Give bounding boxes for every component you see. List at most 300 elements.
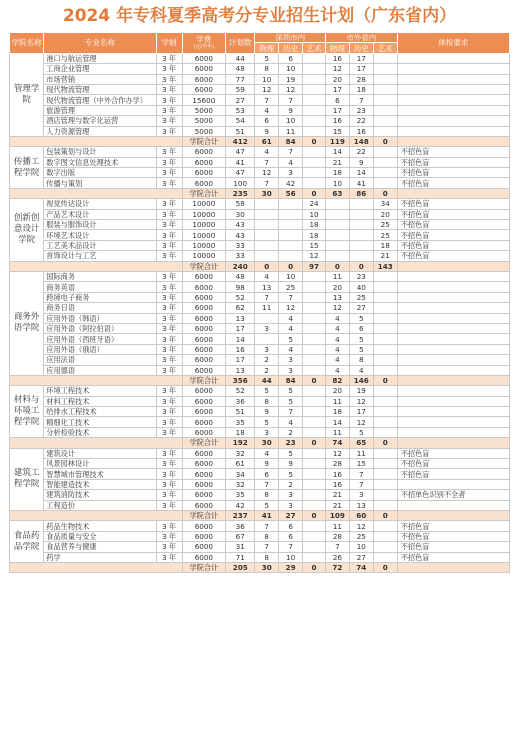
out-history: 12 [349,396,373,406]
header-years: 学制 [156,33,182,54]
subtotal-sz-physics: 41 [255,510,279,520]
sz-art [303,116,326,126]
header-shenzhen: 深圳市内 [255,33,326,43]
out-physics: 18 [325,407,349,417]
subtotal-medical [397,261,509,271]
sz-physics: 9 [255,126,279,136]
fee: 6000 [182,396,226,406]
subtotal-spacer [10,375,183,385]
fee: 6000 [182,334,226,344]
out-art [373,64,397,74]
table-row [10,386,510,396]
subtotal-out-art: 0 [373,438,397,448]
sz-physics: 4 [255,448,279,458]
sz-art: 10 [303,209,326,219]
subtotal-spacer [10,188,183,198]
sz-art [303,417,326,427]
fee: 6000 [182,157,226,167]
years: 3 年 [156,95,182,105]
out-history: 7 [349,95,373,105]
fee: 6000 [182,84,226,94]
subtotal-sz-art: 0 [303,562,326,572]
college-name: 管理学院 [10,53,44,136]
out-physics: 11 [325,427,349,437]
subtotal-sz-history: 56 [279,188,303,198]
fee: 10000 [182,199,226,209]
medical-requirement [397,386,509,396]
major-name: 应用外语（韩语） [44,313,156,323]
major-name: 工商企业管理 [44,64,156,74]
plan-total: 52 [226,386,255,396]
major-name: 应用外语（阿拉伯语） [44,323,156,333]
plan-total: 43 [226,220,255,230]
header-fee-label: 学费 [196,35,212,45]
medical-requirement: 不招色盲 [397,230,509,240]
plan-total: 54 [226,116,255,126]
sz-physics: 7 [255,95,279,105]
header-medical: 体检要求 [397,33,509,54]
subtotal-out-art: 0 [373,375,397,385]
sz-art: 18 [303,220,326,230]
table-row [10,53,510,63]
out-physics: 18 [325,168,349,178]
years: 3 年 [156,365,182,375]
sz-history [279,220,303,230]
major-name: 数字图文信息处理技术 [44,157,156,167]
subtotal-row [10,375,510,385]
years: 3 年 [156,469,182,479]
subtotal-row [10,562,510,572]
major-name: 精细化工技术 [44,417,156,427]
header-plan: 计划数 [226,33,255,54]
table-row [10,168,510,178]
subtotal-plan: 240 [226,261,255,271]
out-history: 27 [349,552,373,562]
sz-physics [255,251,279,261]
out-history: 12 [349,521,373,531]
subtotal-medical [397,562,509,572]
out-physics: 4 [325,355,349,365]
out-art: 25 [373,220,397,230]
years: 3 年 [156,126,182,136]
out-physics [325,240,349,250]
fee: 6000 [182,521,226,531]
fee: 6000 [182,469,226,479]
sz-physics: 3 [255,344,279,354]
fee: 6000 [182,542,226,552]
sz-history: 7 [279,147,303,157]
plan-total: 53 [226,105,255,115]
plan-total: 16 [226,344,255,354]
years: 3 年 [156,240,182,250]
subtotal-sz-history: 84 [279,375,303,385]
out-physics: 28 [325,459,349,469]
out-art [373,386,397,396]
out-physics: 12 [325,448,349,458]
table-row [10,271,510,281]
sz-art [303,500,326,510]
sz-art [303,147,326,157]
sz-art [303,157,326,167]
plan-total: 48 [226,271,255,281]
years: 3 年 [156,531,182,541]
table-row [10,427,510,437]
page-title: 2024 年专科夏季高考分专业招生计划（广东省内） [62,6,457,26]
out-history: 15 [349,459,373,469]
out-art [373,95,397,105]
table-row [10,365,510,375]
sz-art [303,448,326,458]
medical-requirement: 不招色盲 [397,521,509,531]
fee: 6000 [182,427,226,437]
sz-physics: 11 [255,303,279,313]
subtotal-out-art: 0 [373,562,397,572]
fee: 6000 [182,417,226,427]
fee: 5000 [182,116,226,126]
fee: 6000 [182,407,226,417]
fee: 6000 [182,64,226,74]
sz-art: 24 [303,199,326,209]
sz-history: 5 [279,396,303,406]
medical-requirement [397,396,509,406]
header-fee-unit: (元/学年) [193,44,215,51]
out-physics: 6 [325,95,349,105]
sz-art [303,344,326,354]
medical-requirement [397,282,509,292]
table-row [10,220,510,230]
years: 3 年 [156,147,182,157]
out-art [373,459,397,469]
major-name: 产品艺术设计 [44,209,156,219]
sz-history: 19 [279,74,303,84]
years: 3 年 [156,116,182,126]
sz-physics: 10 [255,74,279,84]
plan-total: 51 [226,407,255,417]
sz-art: 12 [303,251,326,261]
major-name: 应用外语（西班牙语） [44,334,156,344]
table-row [10,95,510,105]
out-art [373,542,397,552]
years: 3 年 [156,542,182,552]
major-name: 现代物流管理 [44,84,156,94]
fee: 6000 [182,365,226,375]
out-physics: 26 [325,552,349,562]
out-art: 18 [373,240,397,250]
major-name: 国际商务 [44,271,156,281]
subtotal-sz-physics: 30 [255,438,279,448]
plan-total: 48 [226,64,255,74]
out-art [373,147,397,157]
sz-art [303,168,326,178]
enrollment-plan-table [9,32,510,573]
out-art [373,126,397,136]
out-art [373,417,397,427]
subtotal-row [10,438,510,448]
years: 3 年 [156,334,182,344]
fee: 6000 [182,479,226,489]
fee: 6000 [182,500,226,510]
medical-requirement [397,365,509,375]
sz-physics: 7 [255,292,279,302]
sz-history: 12 [279,303,303,313]
sz-history: 5 [279,334,303,344]
major-name: 建筑设计 [44,448,156,458]
years: 3 年 [156,448,182,458]
years: 3 年 [156,251,182,261]
years: 3 年 [156,386,182,396]
out-physics [325,230,349,240]
plan-total: 27 [226,95,255,105]
header-fee [182,33,226,54]
table-row [10,84,510,94]
subtotal-medical [397,438,509,448]
sz-physics: 5 [255,53,279,63]
table-row [10,355,510,365]
sz-history: 3 [279,490,303,500]
sz-art [303,95,326,105]
out-history: 28 [349,74,373,84]
years: 3 年 [156,427,182,437]
plan-total: 33 [226,251,255,261]
subtotal-out-history: 146 [349,375,373,385]
plan-total: 30 [226,209,255,219]
table-row [10,74,510,84]
out-physics: 17 [325,105,349,115]
table-row [10,240,510,250]
sz-history: 3 [279,500,303,510]
medical-requirement: 不招色盲 [397,199,509,209]
years: 3 年 [156,552,182,562]
plan-total: 36 [226,521,255,531]
sz-history [279,209,303,219]
sz-physics: 6 [255,469,279,479]
subtotal-spacer [10,438,183,448]
sz-art [303,334,326,344]
table-row [10,417,510,427]
out-art [373,427,397,437]
fee: 6000 [182,448,226,458]
subtotal-sz-art: 0 [303,188,326,198]
subtotal-plan: 235 [226,188,255,198]
sz-physics: 5 [255,417,279,427]
out-history: 12 [349,417,373,427]
header-out-history: 历史 [349,43,373,53]
major-name: 环境工程技术 [44,386,156,396]
medical-requirement: 不招色盲 [397,178,509,188]
major-name: 应用外语（俄语） [44,344,156,354]
subtotal-label: 学院合计 [182,136,226,146]
sz-history: 10 [279,552,303,562]
major-name: 分析检验技术 [44,427,156,437]
years: 3 年 [156,178,182,188]
table-row [10,303,510,313]
sz-history [279,251,303,261]
out-physics: 14 [325,417,349,427]
sz-history: 4 [279,157,303,167]
medical-requirement [397,355,509,365]
table-row [10,479,510,489]
years: 3 年 [156,168,182,178]
major-name: 食品质量与安全 [44,531,156,541]
out-physics: 20 [325,386,349,396]
major-name: 药品生物技术 [44,521,156,531]
fee: 6000 [182,292,226,302]
sz-art [303,64,326,74]
table-row [10,230,510,240]
subtotal-spacer [10,136,183,146]
plan-total: 100 [226,178,255,188]
medical-requirement [397,303,509,313]
sz-art [303,552,326,562]
plan-total: 35 [226,490,255,500]
years: 3 年 [156,74,182,84]
sz-physics [255,230,279,240]
out-physics: 7 [325,542,349,552]
sz-physics: 12 [255,84,279,94]
out-art [373,355,397,365]
subtotal-sz-art: 0 [303,375,326,385]
out-physics: 16 [325,469,349,479]
sz-art [303,84,326,94]
major-name: 现代物流管理（中外合作办学） [44,95,156,105]
medical-requirement [397,479,509,489]
medical-requirement: 不招色盲 [397,157,509,167]
medical-requirement [397,116,509,126]
out-physics: 15 [325,126,349,136]
sz-art [303,74,326,84]
subtotal-sz-physics: 0 [255,261,279,271]
fee: 6000 [182,168,226,178]
out-art: 34 [373,199,397,209]
sz-art [303,396,326,406]
out-art [373,334,397,344]
years: 3 年 [156,230,182,240]
subtotal-spacer [10,261,183,271]
major-name: 传播与策划 [44,178,156,188]
subtotal-sz-history: 0 [279,261,303,271]
college-name: 食品药品学院 [10,521,44,563]
out-history: 22 [349,147,373,157]
medical-requirement: 不招单色识别不全者 [397,490,509,500]
out-physics: 21 [325,490,349,500]
out-art [373,178,397,188]
out-art [373,469,397,479]
out-art [373,74,397,84]
years: 3 年 [156,209,182,219]
major-name: 酒店管理与数字化运营 [44,116,156,126]
out-physics: 28 [325,531,349,541]
fee: 6000 [182,323,226,333]
years: 3 年 [156,84,182,94]
header-sz-art: 艺术 [303,43,326,53]
sz-art [303,386,326,396]
major-name: 数字出版 [44,168,156,178]
fee: 15600 [182,95,226,105]
sz-physics: 5 [255,500,279,510]
plan-total: 43 [226,230,255,240]
out-history: 8 [349,355,373,365]
sz-physics: 4 [255,147,279,157]
plan-total: 18 [226,427,255,437]
subtotal-sz-history: 23 [279,438,303,448]
medical-requirement: 不招色盲 [397,147,509,157]
subtotal-out-physics: 109 [325,510,349,520]
plan-total: 34 [226,469,255,479]
major-name: 智慧城市管理技术 [44,469,156,479]
subtotal-out-physics: 0 [325,261,349,271]
plan-total: 98 [226,282,255,292]
sz-history: 6 [279,521,303,531]
table-row [10,448,510,458]
fee: 6000 [182,53,226,63]
sz-history: 6 [279,53,303,63]
out-physics: 13 [325,292,349,302]
sz-art [303,407,326,417]
table-row [10,178,510,188]
sz-history [279,199,303,209]
years: 3 年 [156,220,182,230]
college-name: 创新创意设计学院 [10,199,44,261]
subtotal-plan: 237 [226,510,255,520]
out-physics: 16 [325,53,349,63]
out-art [373,303,397,313]
sz-art [303,303,326,313]
subtotal-sz-art: 0 [303,136,326,146]
fee: 5000 [182,105,226,115]
years: 3 年 [156,500,182,510]
table-row [10,531,510,541]
sz-art [303,282,326,292]
table-row [10,490,510,500]
table-row [10,282,510,292]
header-sz-physics: 物理 [255,43,279,53]
out-art [373,490,397,500]
sz-history: 7 [279,95,303,105]
years: 3 年 [156,479,182,489]
medical-requirement [397,126,509,136]
out-physics: 16 [325,479,349,489]
table-row [10,542,510,552]
years: 3 年 [156,355,182,365]
subtotal-label: 学院合计 [182,261,226,271]
sz-art [303,53,326,63]
out-art [373,396,397,406]
sz-art [303,126,326,136]
medical-requirement [397,323,509,333]
out-history: 13 [349,500,373,510]
medical-requirement: 不招色盲 [397,469,509,479]
subtotal-label: 学院合计 [182,375,226,385]
medical-requirement [397,313,509,323]
subtotal-label: 学院合计 [182,438,226,448]
fee: 6000 [182,355,226,365]
sz-history: 10 [279,64,303,74]
subtotal-plan: 192 [226,438,255,448]
plan-total: 33 [226,240,255,250]
table-row [10,64,510,74]
fee: 6000 [182,303,226,313]
medical-requirement: 不招色盲 [397,209,509,219]
major-name: 应用法语 [44,355,156,365]
fee: 6000 [182,531,226,541]
fee: 6000 [182,490,226,500]
sz-history [279,240,303,250]
out-art [373,292,397,302]
out-history: 17 [349,53,373,63]
major-name: 给排水工程技术 [44,407,156,417]
subtotal-spacer [10,562,183,572]
sz-history: 10 [279,116,303,126]
